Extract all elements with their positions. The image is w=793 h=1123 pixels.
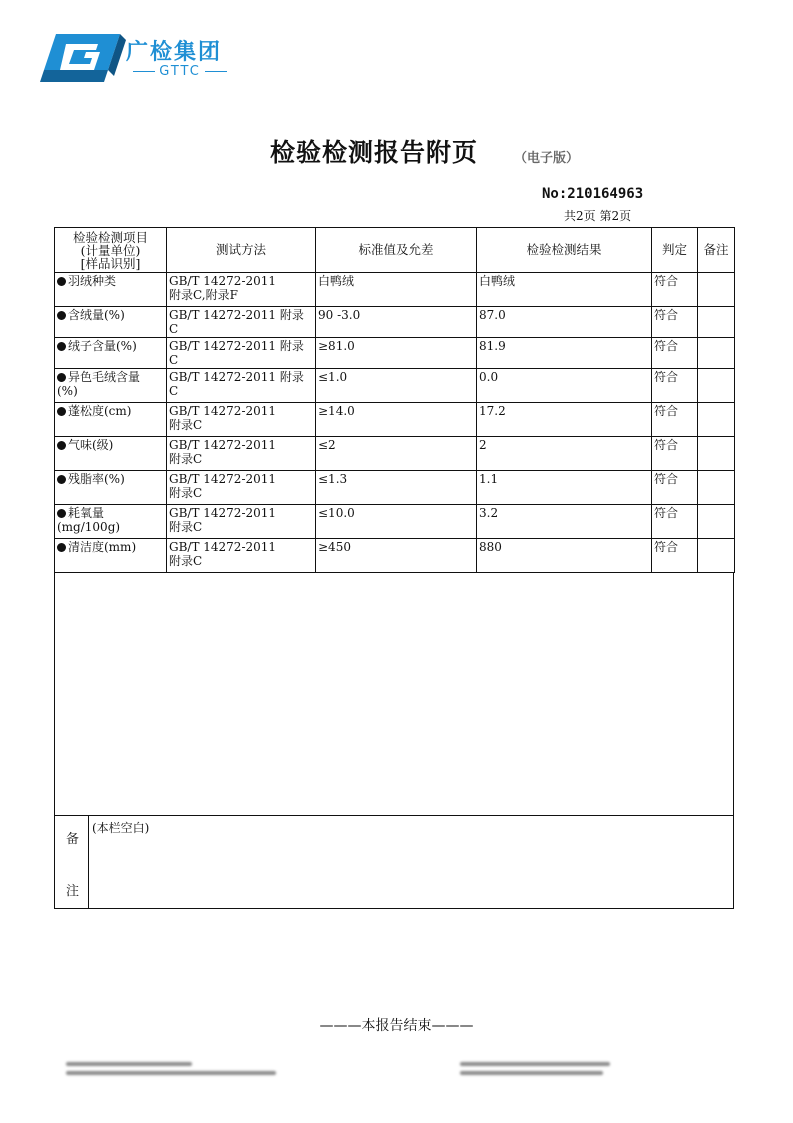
cell-standard: 90 -3.0 [316,307,477,338]
cell-item [55,437,167,471]
cell-standard: 白鸭绒 [316,273,477,307]
cell-note [698,539,735,573]
item-label: 绒子含量(%) [68,339,137,353]
bullet-icon [57,475,66,484]
cell-item [55,471,167,505]
item-label: 异色毛绒含量 (%) [57,370,141,398]
report-end-mark: ———本报告结束——— [319,1018,474,1034]
cell-item [55,539,167,573]
table-row [55,505,735,539]
bullet-icon [57,441,66,450]
cell-note [698,403,735,437]
cell-item [55,505,167,539]
cell-result: 17.2 [477,403,652,437]
cell-result: 87.0 [477,307,652,338]
remarks-label [55,816,89,908]
cell-judgement: 符合 [652,471,698,505]
remarks-label-top: 备 [66,832,80,847]
table-row [55,471,735,505]
remarks-label-bottom: 注 [66,884,80,899]
table-row [55,369,735,403]
item-label: 残脂率(%) [68,472,125,486]
cell-note [698,437,735,471]
logo-name-cn: 广检集团 [126,40,223,65]
table-row [55,273,735,307]
cell-result: 0.0 [477,369,652,403]
cell-note [698,307,735,338]
item-label: 气味(级) [68,438,114,452]
cell-note [698,505,735,539]
footer-address-blur [66,1062,276,1084]
cell-judgement: 符合 [652,437,698,471]
cell-standard: ≤2 [316,437,477,471]
footer-contact-blur [460,1062,610,1084]
table-header-row [55,228,735,273]
bullet-icon [57,373,66,382]
cell-method: GB/T 14272-2011 附录C,附录F [167,273,316,307]
header-result: 检验检测结果 [477,228,652,273]
table-row [55,403,735,437]
header-item: 检验检测项目 (计量单位) [样品识别] [55,228,167,273]
cell-item [55,307,167,338]
item-label: 含绒量(%) [68,308,125,322]
item-label: 蓬松度(cm) [68,404,132,418]
cell-method: GB/T 14272-2011 附录C [167,403,316,437]
bullet-icon [57,543,66,552]
cell-result: 1.1 [477,471,652,505]
cell-item [55,338,167,369]
cell-result: 880 [477,539,652,573]
cell-method: GB/T 14272-2011 附录C [167,338,316,369]
cell-note [698,471,735,505]
item-label: 清洁度(mm) [68,540,137,554]
cell-method: GB/T 14272-2011 附录C [167,437,316,471]
cell-note [698,273,735,307]
cell-method: GB/T 14272-2011 附录C [167,539,316,573]
logo-name-en: GTTC [118,64,242,79]
remarks-content: (本栏空白) [92,821,150,835]
cell-item [55,273,167,307]
blank-area [54,573,734,816]
cell-note [698,369,735,403]
table-row [55,437,735,471]
page-title: 检验检测报告附页 [270,138,479,167]
cell-judgement: 符合 [652,307,698,338]
cell-method: GB/T 14272-2011 附录C [167,471,316,505]
cell-result: 81.9 [477,338,652,369]
cell-judgement: 符合 [652,539,698,573]
header-method: 测试方法 [167,228,316,273]
table-row [55,338,735,369]
cell-standard: ≤1.3 [316,471,477,505]
results-table [54,227,735,573]
cell-method: GB/T 14272-2011 附录C [167,369,316,403]
header-standard: 标准值及允差 [316,228,477,273]
page-info: 共2页 第2页 [564,209,632,223]
cell-method: GB/T 14272-2011 附录C [167,307,316,338]
page-subtitle: （电子版） [514,151,580,166]
cell-note [698,338,735,369]
cell-result: 2 [477,437,652,471]
table-row [55,307,735,338]
cell-standard: ≤10.0 [316,505,477,539]
bullet-icon [57,311,66,320]
item-label: 羽绒种类 [68,274,117,288]
remarks-box [54,815,734,909]
cell-judgement: 符合 [652,505,698,539]
cell-judgement: 符合 [652,273,698,307]
bullet-icon [57,407,66,416]
cell-result: 3.2 [477,505,652,539]
header-judgement: 判定 [652,228,698,273]
cell-standard: ≥450 [316,539,477,573]
bullet-icon [57,509,66,518]
report-number: No:210164963 [542,186,644,202]
cell-standard: ≤1.0 [316,369,477,403]
cell-judgement: 符合 [652,403,698,437]
cell-item [55,403,167,437]
cell-judgement: 符合 [652,338,698,369]
cell-result: 白鸭绒 [477,273,652,307]
cell-judgement: 符合 [652,369,698,403]
bullet-icon [57,277,66,286]
cell-standard: ≥14.0 [316,403,477,437]
bullet-icon [57,342,66,351]
table-row [55,539,735,573]
cell-standard: ≥81.0 [316,338,477,369]
cell-method: GB/T 14272-2011 附录C [167,505,316,539]
cell-item [55,369,167,403]
header-note: 备注 [698,228,735,273]
item-label: 耗氧量 (mg/100g) [57,506,121,534]
